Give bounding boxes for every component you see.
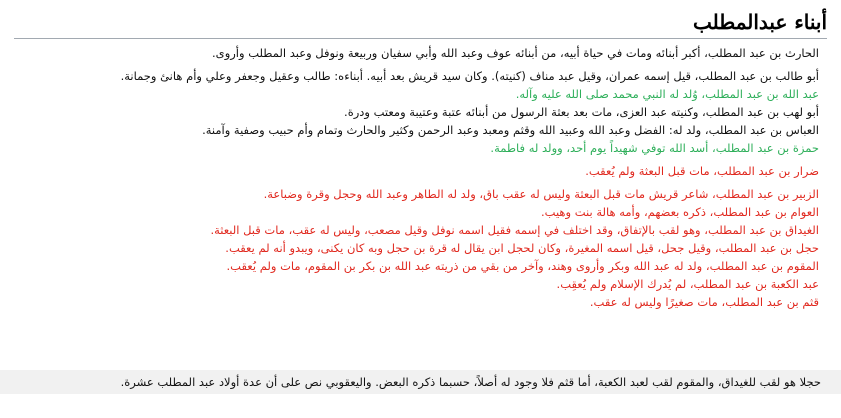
sons-list — [20, 44, 819, 311]
page-title: أبناء عبدالمطلب — [14, 6, 827, 39]
list-item: الحارث بن عبد المطلب، أكبر أبنائه ومات في حياة أبيه، من أبنائه عوف وعبد الله وأبي سفيان وربيعة ونوفل وعبد المطلب وأروى. — [212, 46, 819, 60]
list-item: الزبير بن عبد المطلب، شاعر قريش مات قبل البعثة وليس له عقب باق، ولد له الطاهر وعبد الله وحجل وقرة وضباعة. — [263, 187, 819, 201]
list-item: حمزة بن عبد المطلب، أسد الله توفي شهيداً يوم أحد، وولد له فاطمة. — [490, 141, 819, 155]
list-item: حجل بن عبد المطلب، وقيل جحل، قيل اسمه المغيرة، وكان لحجل ابن يقال له قرة بن حجل وبه كان يكنى، ويبدو أنه لم يعقب. — [225, 241, 819, 255]
list-item: المقوم بن عبد المطلب، ولد له عبد الله وبكر وأروى وهند، وآخر من بقي من ذريته عبد الله بن بكر بن المقوم، مات ولم يُعقب. — [226, 259, 819, 273]
list-item: العباس بن عبد المطلب، ولد له: الفضل وعبد الله وعبيد الله وقثم ومعبد وعبد الرحمن وكثير والحارث وتمام وأم حبيب وصفية وآمنة. — [202, 123, 819, 137]
footnote-bar: حجلا هو لقب للغيداق، والمقوم لقب لعبد الكعبة، أما قثم فلا وجود له أصلاً، حسبما ذكره البعض. واليعقوبي نص على أن عدة أولاد عبد المطلب عشرة. — [0, 370, 841, 394]
list-item: أبو لهب بن عبد المطلب، وكنيته عبد العزى، مات بعد بعثة الرسول من أبنائه عتبة وعتيبة ومعتب ودرة. — [344, 105, 819, 119]
list-item: عبد الله بن عبد المطلب، وُلد له النبي محمد صلى الله عليه وآله. — [515, 87, 819, 101]
list-item: الغيداق بن عبد المطلب، وهو لقب بالإتفاق، وقد اختلف في إسمه فقيل اسمه نوفل وقيل مصعب، وليس له عقب، مات قبل البعثة. — [210, 223, 819, 237]
list-item: العوام بن عبد المطلب، ذكره بعضهم، وأمه هالة بنت وهيب. — [541, 205, 819, 219]
list-item: ضرار بن عبد المطلب، مات قبل البعثة ولم يُعقب. — [585, 164, 819, 178]
list-item: عبد الكعبة بن عبد المطلب، لم يُدرك الإسلام ولم يُعقِب. — [556, 277, 819, 291]
list-item: قثم بن عبد المطلب، مات صغيرًا وليس له عقب. — [589, 295, 819, 309]
list-item: أبو طالب بن عبد المطلب، قيل إسمه عمران، وقيل عبد مناف (كنيته). وكان سيد قريش بعد أبيه. أبناءه: طالب وعقيل وجعفر وعلي وأم هانئ وجمانة. — [120, 69, 819, 83]
